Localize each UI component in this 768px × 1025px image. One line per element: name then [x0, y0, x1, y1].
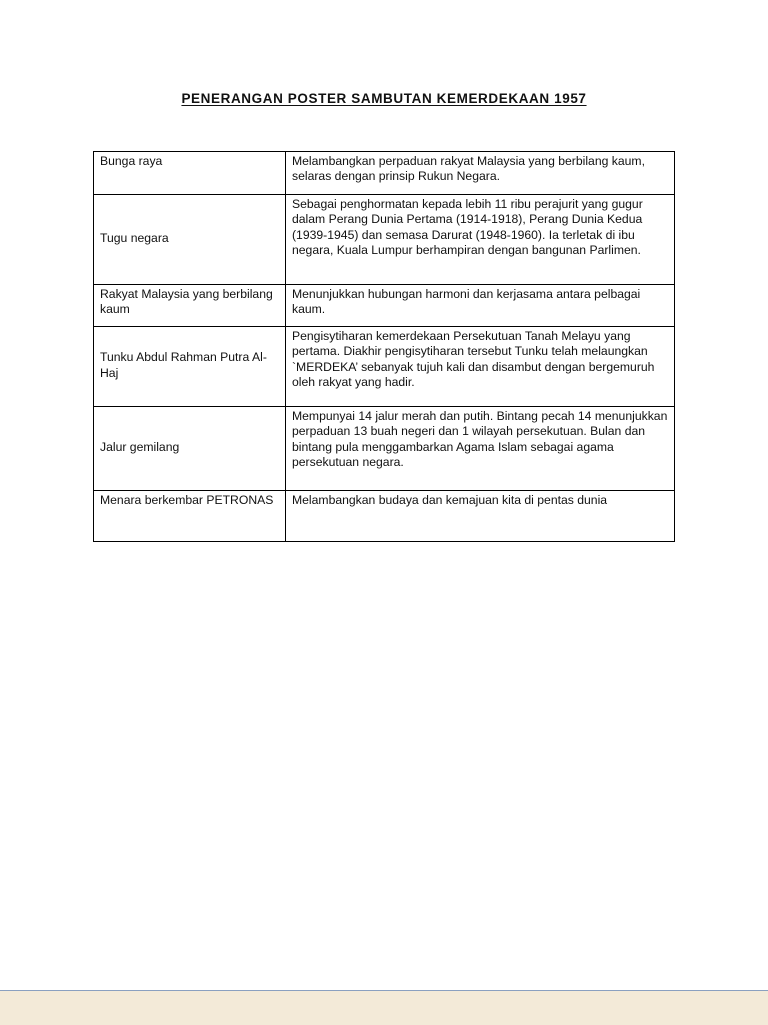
term-cell: Menara berkembar PETRONAS: [94, 491, 286, 542]
table-row: [94, 407, 675, 491]
page-title: [0, 90, 768, 108]
description-cell: Melambangkan perpaduan rakyat Malaysia yang berbilang kaum, selaras dengan prinsip Rukun Negara.: [286, 152, 675, 195]
term-cell: Jalur gemilang: [94, 407, 286, 491]
table-row: [94, 491, 675, 542]
table-row: [94, 152, 675, 195]
description-cell: Menunjukkan hubungan harmoni dan kerjasama antara pelbagai kaum.: [286, 285, 675, 327]
page-title-text: PENERANGAN POSTER SAMBUTAN KEMERDEKAAN 1957: [181, 91, 587, 106]
term-cell: Rakyat Malaysia yang berbilang kaum: [94, 285, 286, 327]
term-cell: Tugu negara: [94, 195, 286, 285]
table-row: [94, 195, 675, 285]
page-footer-strip: [0, 990, 768, 1025]
description-cell: Sebagai penghormatan kepada lebih 11 ribu perajurit yang gugur dalam Perang Dunia Pertama (1914-1918), Perang Dunia Kedua (1939-1945) dan semasa Darurat (1948-1960). Ia terletak di ibu negara, Kuala Lumpur berhampiran dengan bangunan Parlimen.: [286, 195, 675, 285]
description-cell: Melambangkan budaya dan kemajuan kita di pentas dunia: [286, 491, 675, 542]
term-cell: Tunku Abdul Rahman Putra Al-Haj: [94, 327, 286, 407]
poster-description-table: [93, 151, 675, 542]
term-cell: Bunga raya: [94, 152, 286, 195]
description-cell: Pengisytiharan kemerdekaan Persekutuan Tanah Melayu yang pertama. Diakhir pengisytiharan tersebut Tunku telah melaungkan `MERDEKA’ sebanyak tujuh kali dan disambut dengan bergemuruh oleh rakyat yang hadir.: [286, 327, 675, 407]
table-row: [94, 327, 675, 407]
description-cell: Mempunyai 14 jalur merah dan putih. Bintang pecah 14 menunjukkan perpaduan 13 buah negeri dan 1 wilayah persekutuan. Bulan dan bintang pula menggambarkan Agama Islam sebagai agama persekutuan negara.: [286, 407, 675, 491]
table-row: [94, 285, 675, 327]
